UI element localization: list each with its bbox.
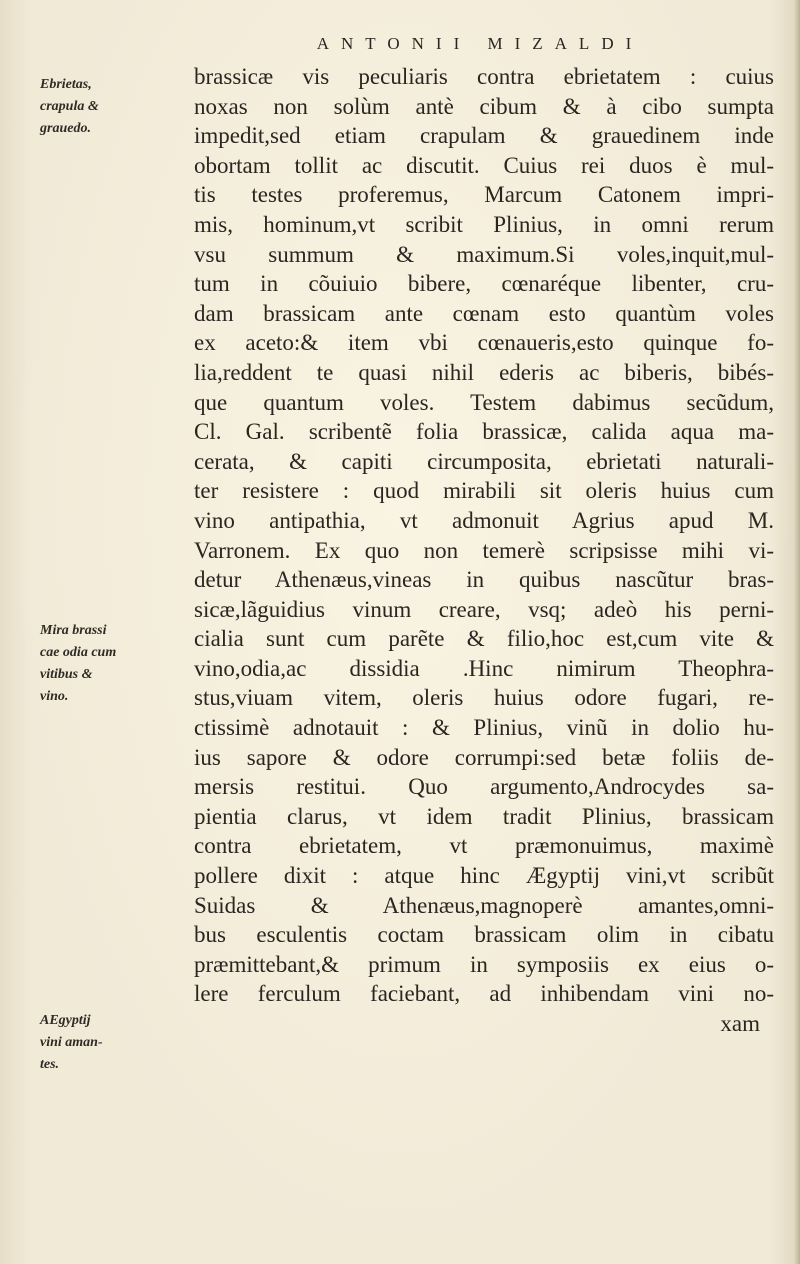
margin-note-line: vitibus &	[40, 667, 93, 682]
text-line: lere ferculum faciebant, ad inhibendam vini no-	[194, 981, 774, 1007]
text-line: detur Athenæus,vineas in quibus nascũtur bras-	[194, 567, 774, 593]
text-line: dam brassicam ante cœnam esto quantùm voles	[194, 300, 774, 326]
text-line: mis, hominum,vt scribit Plinius, in omni rerum	[194, 211, 774, 237]
text-line: tum in cõuiuio bibere, cœnaréque libenter, cru-	[194, 271, 774, 297]
text-line: noxas non solùm antè cibum & à cibo sumpta	[194, 93, 774, 119]
text-line: Cl. Gal. scribentẽ folia brassicæ, calida aqua ma-	[194, 419, 774, 445]
margin-note-line: AEgyptij	[40, 1013, 91, 1028]
margin-note-line: grauedo.	[40, 121, 91, 136]
margin-note-line: crapula &	[40, 99, 99, 114]
text-line: que quantum voles. Testem dabimus secũdum,	[194, 389, 774, 415]
text-line: præmittebant,& primum in symposiis ex eius o-	[194, 951, 774, 977]
text-line: vsu summum & maximum.Si voles,inquit,mul-	[194, 241, 774, 267]
text-line: bus esculentis coctam brassicam olim in cibatu	[194, 922, 774, 948]
text-line: pientia clarus, vt idem tradit Plinius, brassicam	[194, 803, 774, 829]
margin-note-brassicae-odia	[40, 620, 188, 708]
body-text	[194, 62, 774, 1039]
margin-note-line: Ebrietas,	[40, 77, 92, 92]
text-line: stus,viuam vitem, oleris huius odore fugari, re-	[194, 685, 774, 711]
text-line: obortam tollit ac discutit. Cuius rei duos è mul-	[194, 152, 774, 178]
text-line: mersis restitui. Quo argumento,Androcydes sa-	[194, 774, 774, 800]
text-line: ius sapore & odore corrumpi:sed betæ foliis de-	[194, 744, 774, 770]
text-line: ter resistere : quod mirabili sit oleris huius cum	[194, 478, 774, 504]
margin-note-line: vini aman-	[40, 1035, 103, 1050]
text-line: tis testes proferemus, Marcum Catonem impri-	[194, 182, 774, 208]
text-line: sicæ,lãguidius vinum creare, vsq; adeò his perni-	[194, 596, 774, 622]
running-head: ANTONII MIZALDI	[316, 34, 644, 53]
text-line: brassicæ vis peculiaris contra ebrietatem : cuius	[194, 64, 774, 89]
text-line: Varronem. Ex quo non temerè scripsisse mihi vi-	[194, 537, 774, 563]
text-line: vino,odia,ac dissidia .Hinc nimirum Theophra-	[194, 655, 774, 681]
text-line: impedit,sed etiam crapulam & grauedinem inde	[194, 123, 774, 149]
text-line: pollere dixit : atque hinc Ægyptij vini,vt scribũt	[194, 863, 774, 889]
margin-note-ebrietas	[40, 74, 188, 140]
margin-note-line: Mira brassi	[40, 623, 107, 638]
text-line: xam	[720, 1011, 760, 1036]
text-line: ctissimè adnotauit : & Plinius, vinũ in dolio hu-	[194, 715, 774, 741]
text-line: vino antipathia, vt admonuit Agrius apud M.	[194, 507, 774, 533]
text-line: ex aceto:& item vbi cœnaueris,esto quinque fo-	[194, 330, 774, 356]
text-line: contra ebrietatem, vt præmonuimus, maximè	[194, 833, 774, 859]
margin-note-line: tes.	[40, 1057, 60, 1072]
margin-notes	[0, 0, 190, 1264]
page-edge-shadow	[794, 0, 800, 1264]
text-line: cerata, & capiti circumposita, ebrietati naturali-	[194, 448, 774, 474]
text-line: cialia sunt cum parẽte & filio,hoc est,cum vite &	[194, 626, 774, 652]
text-line: lia,reddent te quasi nihil ederis ac biberis, bibés-	[194, 359, 774, 385]
margin-note-line: vino.	[40, 689, 69, 704]
margin-note-line: cae odia cum	[40, 645, 117, 660]
text-line: Suidas & Athenæus,magnoperè amantes,omni-	[194, 892, 774, 918]
margin-note-aegyptij	[40, 1010, 188, 1076]
